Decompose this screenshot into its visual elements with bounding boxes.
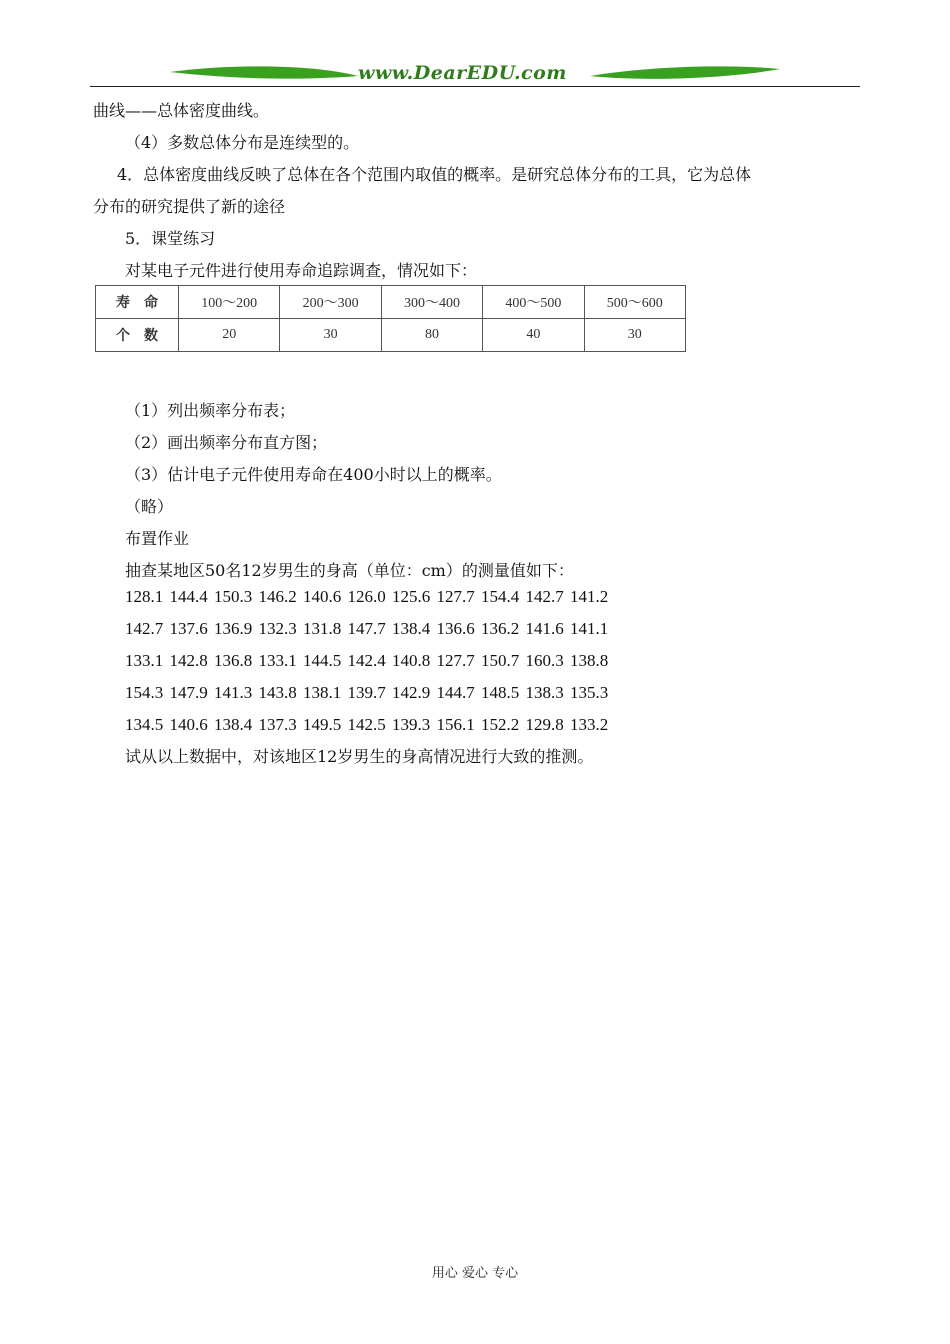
section-heading: 5．课堂练习 [125, 229, 216, 248]
table-cell: 100～200 [179, 286, 280, 319]
text-line: 对某电子元件进行使用寿命追踪调查，情况如下： [125, 261, 478, 280]
answer-omitted: （略） [125, 497, 174, 516]
table-cell: 200～300 [280, 286, 381, 319]
table-row-label: 寿命 [96, 286, 179, 319]
question-item: （2）画出频率分布直方图； [125, 433, 328, 452]
site-logo-text[interactable]: www.DearEDU.com [358, 62, 567, 84]
height-data-row: 134.5 140.6 138.4 137.3 149.5 142.5 139.3 156.1 152.2 129.8 133.2 [125, 715, 609, 734]
height-data-row: 154.3 147.9 141.3 143.8 138.1 139.7 142.9 144.7 148.5 138.3 135.3 [125, 683, 609, 702]
question-item: （1）列出频率分布表； [125, 401, 296, 420]
table-row-label: 个数 [96, 319, 179, 352]
question-item: （3）估计电子元件使用寿命在400小时以上的概率。 [125, 465, 502, 484]
text-line: 抽查某地区50名12岁男生的身高（单位：cm）的测量值如下： [125, 561, 574, 580]
homework-heading: 布置作业 [125, 529, 190, 548]
page-header [90, 60, 860, 92]
table-cell: 40 [483, 319, 584, 352]
table-cell: 30 [280, 319, 381, 352]
text-line: 分布的研究提供了新的途径 [93, 197, 286, 216]
table-cell: 80 [381, 319, 482, 352]
text-line: 曲线——总体密度曲线。 [93, 101, 270, 120]
closing-text: 试从以上数据中，对该地区12岁男生的身高情况进行大致的推测。 [125, 747, 594, 766]
table-cell: 30 [584, 319, 685, 352]
lifetime-table [95, 285, 686, 352]
table-cell: 20 [179, 319, 280, 352]
text-line: 4．总体密度曲线反映了总体在各个范围内取值的概率。是研究总体分布的工具，它为总体 [117, 165, 752, 184]
page-footer: 用心 爱心 专心 [431, 1266, 519, 1281]
table-cell: 400～500 [483, 286, 584, 319]
table-row [96, 286, 686, 319]
height-data-row: 142.7 137.6 136.9 132.3 131.8 147.7 138.4 136.6 136.2 141.6 141.1 [125, 619, 609, 638]
text-line: （4）多数总体分布是连续型的。 [125, 133, 360, 152]
header-rule [90, 86, 860, 87]
height-data-row: 128.1 144.4 150.3 146.2 140.6 126.0 125.6 127.7 154.4 142.7 141.2 [125, 587, 609, 606]
table-cell: 500～600 [584, 286, 685, 319]
height-data-row: 133.1 142.8 136.8 133.1 144.5 142.4 140.8 127.7 150.7 160.3 138.8 [125, 651, 609, 670]
table-row [96, 319, 686, 352]
table-cell: 300～400 [381, 286, 482, 319]
